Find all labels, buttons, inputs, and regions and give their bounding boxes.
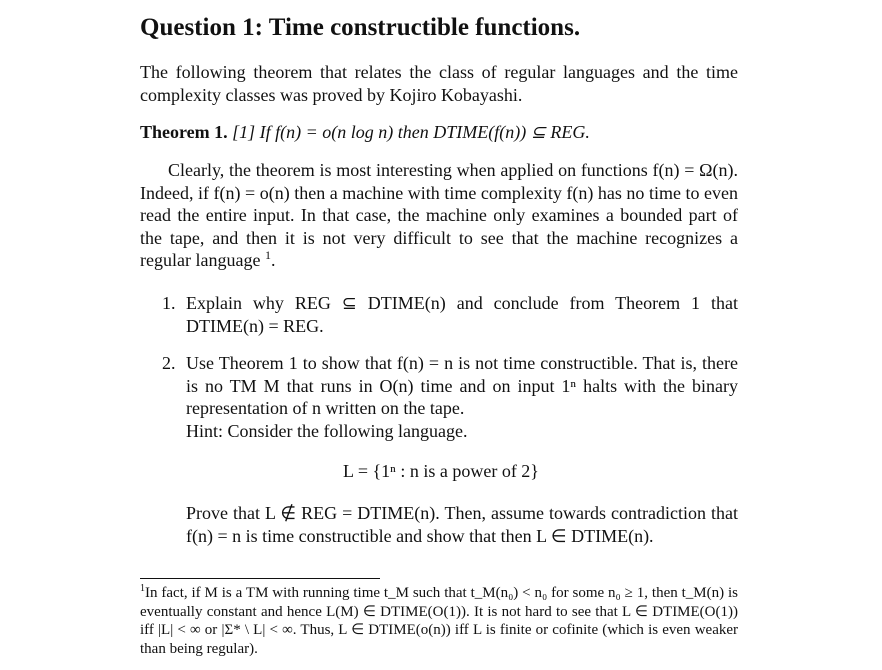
footnote-reference[interactable]: 1 xyxy=(264,248,271,262)
theorem-label: Theorem 1. xyxy=(140,122,228,142)
footnote-mark: 1 xyxy=(140,583,145,594)
language-definition: L = {1ⁿ : n is a power of 2} xyxy=(343,461,539,481)
theorem-statement xyxy=(140,122,590,143)
footnote xyxy=(140,584,738,658)
hint-text: Hint: Consider the following language. xyxy=(186,421,468,441)
clearly-end: . xyxy=(270,250,276,270)
footnote-rule xyxy=(140,578,380,579)
intro-paragraph: The following theorem that relates the class of regular languages and the time complexity classes was proved by Kojiro Kobayashi. xyxy=(140,62,738,105)
list-item-number: 2. xyxy=(162,353,176,373)
footnote-text: In fact, if M is a TM with running time t_M such that t_M(n₀) < n₀ for some n₀ ≥ 1, then t_M(n) is eventually constant and hence L(M) ∈ DTIME(O(1)). It is not hard to see that L ∈ DTIME(O(1)) iff |L| < ∞ or |Σ* \ L| < ∞. Thus, L ∈ DTIME(o(n)) iff L is finite or cofinite (which is even weaker than being regular). xyxy=(140,585,738,657)
theorem-body: [1] If f(n) = o(n log n) then DTIME(f(n)) ⊆ REG. xyxy=(232,122,590,142)
list-item-text: Use Theorem 1 to show that f(n) = n is not time constructible. That is, there is no TM M that runs in O(n) time and on input 1ⁿ halts with the binary representation of n written on the tape. xyxy=(186,353,738,418)
clearly-text: Clearly, the theorem is most interesting when applied on functions f(n) = Ω(n). Indeed, if f(n) = o(n) then a machine with time complexity f(n) has no time to even read the entire input. In that case, the machine only examines a bounded part of the tape, and then it is not very difficult to see that the machine recognizes a regular language xyxy=(140,160,738,270)
prove-text: Prove that L ∉ REG = DTIME(n). Then, assume towards contradiction that f(n) = n is time constructible and show that then L ∈ DTIME(n). xyxy=(186,503,738,546)
list-item-number: 1. xyxy=(162,293,176,313)
clearly-paragraph xyxy=(140,159,738,272)
question-title: Question 1: Time constructible functions. xyxy=(140,14,581,41)
list-item-text: Explain why REG ⊆ DTIME(n) and conclude from Theorem 1 that DTIME(n) = REG. xyxy=(186,293,738,336)
